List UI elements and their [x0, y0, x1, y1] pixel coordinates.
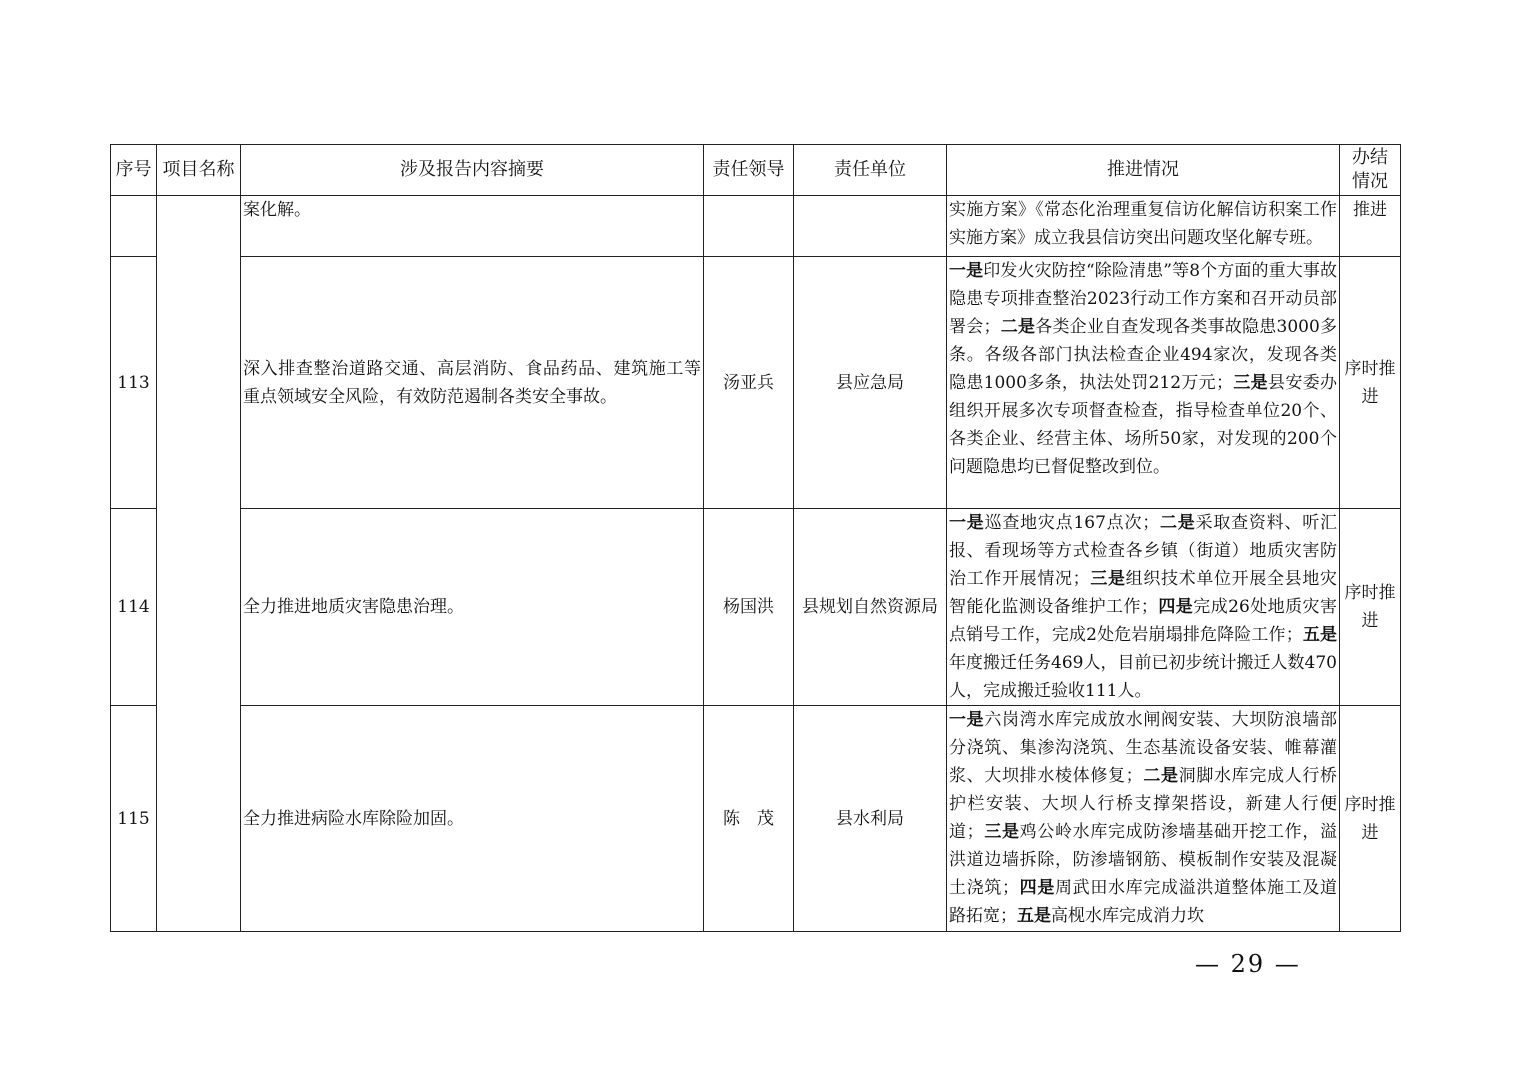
leader-cell: 汤亚兵: [704, 257, 794, 509]
item-marker: 一是: [949, 710, 985, 730]
table-row: [111, 196, 1401, 257]
header-row: [111, 145, 1401, 196]
progress-text: 洞脚水库完成人行桥护栏安装、大坝人行桥支撑架搭设，新建人行便道；: [949, 766, 1337, 842]
status-cell: 推进: [1340, 196, 1401, 257]
item-marker: 二是: [1159, 513, 1196, 533]
progress-cell: 实施方案》《常态化治理重复信访化解信访积案工作实施方案》成立我县信访突出问题攻坚化解专班。: [947, 196, 1340, 257]
progress-text: 完成26处地质灾害点销号工作，完成2处危岩崩塌排危降险工作；: [949, 597, 1338, 645]
row-no-cell: 115: [111, 706, 157, 932]
table-row: [111, 257, 1401, 509]
status-cell: 序时推进: [1340, 509, 1401, 706]
leader-cell: 陈 茂: [704, 706, 794, 932]
progress-text: 鸡公岭水库完成防渗墙基础开挖工作，溢洪道边墙拆除，防渗墙钢筋、模板制作安装及混凝土浇筑；: [949, 822, 1337, 898]
page-number: — 29 —: [1195, 950, 1301, 978]
header-project: 项目名称: [157, 145, 241, 196]
progress-text: 各类企业自查发现各类事故隐患3000多条。各级各部门执法检查企业494家次，发现各类隐患1000多条，执法处罚212万元；: [949, 317, 1338, 393]
progress-text: 组织技术单位开展全县地灾智能化监测设备维护工作；: [949, 569, 1338, 617]
summary-cell: 案化解。: [241, 196, 704, 257]
header-status: 办结情况: [1340, 145, 1401, 196]
leader-cell: [704, 196, 794, 257]
unit-cell: 县水利局: [794, 706, 947, 932]
status-cell: 序时推进: [1340, 257, 1401, 509]
unit-cell: 县规划自然资源局: [794, 509, 947, 706]
progress-text: 年度搬迁任务469人，目前已初步统计搬迁人数470人，完成搬迁验收111人。: [949, 653, 1337, 701]
item-marker: 三是: [1233, 373, 1269, 393]
header-summary: 涉及报告内容摘要: [241, 145, 704, 196]
progress-text: 采取查资料、听汇报、看现场等方式检查各乡镇（街道）地质灾害防治工作开展情况；: [949, 513, 1338, 589]
header-leader: 责任领导: [704, 145, 794, 196]
table-row: [111, 509, 1401, 706]
leader-cell: 杨国洪: [704, 509, 794, 706]
item-marker: 一是: [949, 261, 984, 281]
summary-cell: 全力推进病险水库除险加固。: [241, 706, 704, 932]
project-name-cell: [157, 196, 241, 932]
summary-cell: 深入排查整治道路交通、高层消防、食品药品、建筑施工等重点领域安全风险，有效防范遏制各类安全事故。: [241, 257, 704, 509]
item-marker: 四是: [1019, 878, 1055, 898]
progress-text: 印发火灾防控“除险清患”等8个方面的重大事故隐患专项排查整治2023行动工作方案和召开动员部署会；: [949, 261, 1338, 337]
progress-text: 六岗湾水库完成放水闸阀安装、大坝防浪墙部分浇筑、集渗沟浇筑、生态基流设备安装、帷幕灌浆、大坝排水棱体修复；: [949, 710, 1337, 786]
report-table: [110, 144, 1401, 932]
item-marker: 三是: [1089, 569, 1126, 589]
progress-text: 高枧水库完成消力坎: [1051, 906, 1204, 926]
unit-cell: [794, 196, 947, 257]
progress-text: 周武田水库完成溢洪道整体施工及道路拓宽；: [949, 878, 1337, 926]
header-no: 序号: [111, 145, 157, 196]
row-no-cell: [111, 196, 157, 257]
header-unit: 责任单位: [794, 145, 947, 196]
progress-text: 巡查地灾点167点次；: [984, 513, 1160, 533]
item-marker: 三是: [983, 822, 1020, 842]
table-row: [111, 706, 1401, 932]
summary-cell: 全力推进地质灾害隐患治理。: [241, 509, 704, 706]
item-marker: 二是: [1000, 317, 1036, 337]
progress-cell: [947, 509, 1340, 706]
header-progress: 推进情况: [947, 145, 1340, 196]
progress-text: 县安委办组织开展多次专项督查检查，指导检查单位20个、各类企业、经营主体、场所50家，对发现的200个问题隐患均已督促整改到位。: [949, 373, 1338, 477]
unit-cell: 县应急局: [794, 257, 947, 509]
item-marker: 二是: [1142, 766, 1179, 786]
row-no-cell: 114: [111, 509, 157, 706]
item-marker: 五是: [1017, 906, 1051, 926]
progress-cell: [947, 706, 1340, 932]
progress-cell: [947, 257, 1340, 509]
item-marker: 一是: [949, 513, 985, 533]
item-marker: 五是: [1302, 625, 1337, 645]
row-no-cell: 113: [111, 257, 157, 509]
status-cell: 序时推进: [1340, 706, 1401, 932]
item-marker: 四是: [1157, 597, 1194, 617]
